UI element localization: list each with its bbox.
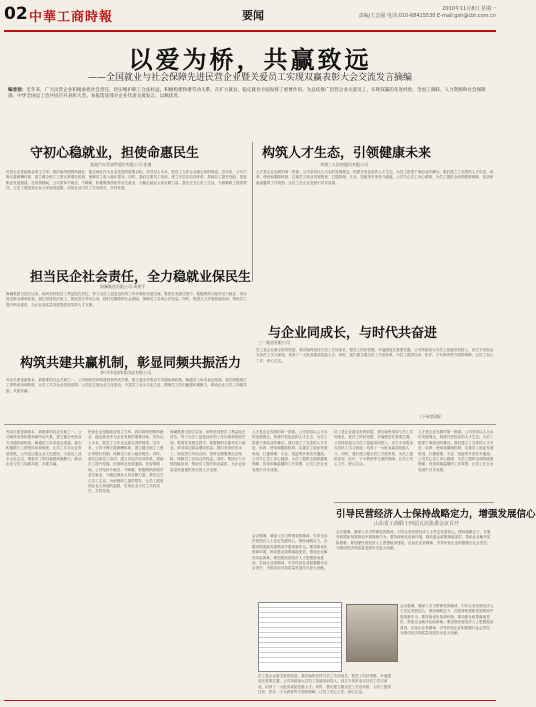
page-subhead: ——全国就业与社会保障先进民营企业暨关爱员工实现双赢表彰大会交流发言摘编 [87,73,412,83]
lower-col-3: 海澜集团自创立以来，始终坚持把员工利益放在首位，努力为员工创造良好的工作环境和发展空间。集团在发展过程中，积极吸纳当地劳动力就业，带动周边群众增收致富。我们坚持依法用工，规范签订劳动合同，按时足额缴纳社会保险，保障员工各项合法权益。同时，集团大力开展技能培训，帮助员工提升职业素质，为企业高质量发展提供坚实的人才支撑。 [170,430,246,472]
article-6-body: 会议强调，要深入学习贯彻党的精神，引导全省民营经济人士坚定发展信心，保持战略定力，在服务构建新发展格局中展现新作为。要持续优化营商环境，推动惠企政策落地见效，帮助企业解决实际困难。要加强民营经济人士思想政治建设，弘扬企业家精神，引导民营企业积极履行社会责任，为推动经济高质量发展作出更大贡献。 [336,530,491,551]
article-1-body: 民营企业是稳就业的主力军。我们始终把吸纳就业、稳定就业作为企业发展的重要目标，坚持以人为本，把员工当作企业最宝贵的财富。近年来，公司不断完善薪酬体系，建立健全职工工资正常增长机制，保障员工收入稳步提升。同时，我们注重员工培训，建立多层次培训体系，帮助员工提升技能，拓宽职业发展通道。在疫情期间，公司坚持不裁员、不降薪，积极吸纳高校毕业生就业，为稳定就业大局贡献力量。我们还关心员工生活，为困难职工提供帮扶，让员工感受到企业大家庭的温暖，实现企业与员工共同成长、共同发展。 [6,170,247,191]
article-1-byline: 富奥汽车零部件股份有限公司 张钢 [90,162,152,167]
article-2-title: 构筑人才生态，引领健康未来 [262,146,432,161]
lower-col-5: 员工是企业最宝贵的财富。我们始终坚持与员工共同成长，把员工的获得感、幸福感放在重要位置。公司持续加大对员工技能培训投入，设立专项资金支持员工学习深造，培养了一大批高素质技能人才。同时，我们建立健全员工关爱体系，为员工提供住房、医疗、子女教育等方面的保障，让员工安心工作、舒心生活。 [334,430,414,467]
article-5-byline: 三一集团有限公司 [258,340,290,345]
article-4-byline: 李宁(中国)体育用品有限公司 [100,370,152,375]
editor-note [8,88,492,140]
masthead [4,4,496,30]
masthead-meta [359,6,496,20]
continued-note: （下转第3版） [418,414,445,419]
masthead-date: 2010年11月8日 星期一 [442,6,496,12]
lower-col-2: 民营企业是稳就业的主力军。我们始终把吸纳就业、稳定就业作为企业发展的重要目标，坚持以人为本，把员工当作企业最宝贵的财富。近年来，公司不断完善薪酬体系，建立健全职工工资正常增长机制，保障员工收入稳步提升。同时，我们注重员工培训，建立多层次培训体系，帮助员工提升技能，拓宽职业发展通道。在疫情期间，公司坚持不裁员、不降薪，积极吸纳高校毕业生就业，为稳定就业大局贡献力量。我们还关心员工生活，为困难职工提供帮扶，让员工感受到企业大家庭的温暖，实现企业与员工共同成长、共同发展。 [88,430,164,494]
editor-note-label: 编者按： [8,88,27,93]
section-divider [4,424,496,425]
article-1-title: 守初心稳就业，担使命惠民生 [30,146,200,161]
masthead-contact: 责编/王志强 电话:010-68415530 E-mail:gsh@cbt.com.cn [358,13,496,19]
box-top-rule [334,502,494,503]
article-5-title: 与企业同成长，与时代共奋进 [268,326,438,341]
article-3-body: 海澜集团自创立以来，始终坚持把员工利益放在首位，努力为员工创造良好的工作环境和发展空间。集团在发展过程中，积极吸纳当地劳动力就业，带动周边群众增收致富。我们坚持依法用工，规范签订劳动合同，按时足额缴纳社会保险，保障员工各项合法权益。同时，集团大力开展技能培训，帮助员工提升职业素质，为企业高质量发展提供坚实的人才支撑。 [6,292,247,307]
data-table-figure [258,602,342,672]
article-2-body: 人才是企业发展的第一资源。公司坚持以人为本的发展理念，构建开放包容的人才生态，为员工搭建干事创业的舞台。我们建立了完善的人才引进、培养、使用和激励机制，注重员工职业发展规划，打通管理、专业、技能等多条晋升通道。公司关心员工身心健康，为员工提供全面的健康保障，营造和谐温馨的工作氛围，让员工在企业发展中共享成果。 [256,170,494,185]
article-3-byline: 海澜集团有限公司 周建平 [100,284,146,289]
paper-name: 中華工商時報 [29,10,114,25]
section-label: 要闻 [242,9,264,22]
lower-col-9: 员工是企业最宝贵的财富。我们始终坚持与员工共同成长，把员工的获得感、幸福感放在重要位置。公司持续加大对员工技能培训投入，设立专项资金支持员工学习深造，培养了一大批高素质技能人才。同时，我们建立健全员工关爱体系，为员工提供住房、医疗、子女教育等方面的保障，让员工安心工作、舒心生活。 [258,674,391,695]
page-headline: 以爱为桥，共赢致远 [128,45,372,74]
editor-note-text: 近年来，广大民营企业积极承担社会责任，切实维护职工合法权益，积极构建和谐劳动关系，在扩大就业、稳定就业方面发挥了重要作用。为总结推广民营企业关爱员工、实现双赢的先进经验，全国工商联、人力资源和社会保障部、中华全国总工会共同召开表彰大会。本报选登部分企业代表交流发言，以飨读者。 [8,88,486,100]
footer-rule [4,700,496,701]
article-6-subtitle: 山东省工商联十四届五次执委会议召开 [374,521,460,527]
lower-col-6: 人才是企业发展的第一资源。公司坚持以人为本的发展理念，构建开放包容的人才生态，为员工搭建干事创业的舞台。我们建立了完善的人才引进、培养、使用和激励机制，注重员工职业发展规划，打通管理、专业、技能等多条晋升通道。公司关心员工身心健康，为员工提供全面的健康保障，营造和谐温馨的工作氛围，让员工在企业发展中共享成果。 [418,430,494,472]
masthead-divider [4,30,496,32]
lower-col-7: 会议强调，要深入学习贯彻党的精神，引导全省民营经济人士坚定发展信心，保持战略定力，在服务构建新发展格局中展现新作为。要持续优化营商环境，推动惠企政策落地见效，帮助企业解决实际困难。要加强民营经济人士思想政治建设，弘扬企业家精神，引导民营企业积极履行社会责任，为推动经济高质量发展作出更大贡献。 [252,534,328,571]
news-photo [346,604,398,662]
lower-col-8: 会议强调，要深入学习贯彻党的精神，引导全省民营经济人士坚定发展信心，保持战略定力，在服务构建新发展格局中展现新作为。要持续优化营商环境，推动惠企政策落地见效，帮助企业解决实际困难。要加强民营经济人士思想政治建设，弘扬企业家精神，引导民营企业积极履行社会责任，为推动经济高质量发展作出更大贡献。 [400,604,494,636]
article-6-title: 引导民营经济人士保持战略定力，增强发展信心 [336,509,536,520]
article-2-byline: 华润三九医药股份有限公司 [320,162,368,167]
lower-col-4: 人才是企业发展的第一资源。公司坚持以人为本的发展理念，构建开放包容的人才生态，为员工搭建干事创业的舞台。我们建立了完善的人才引进、培养、使用和激励机制，注重员工职业发展规划，打通管理、专业、技能等多条晋升通道。公司关心员工身心健康，为员工提供全面的健康保障，营造和谐温馨的工作氛围，让员工在企业发展中共享成果。 [252,430,328,472]
article-4-body: 劳动关系是最基本、最重要的社会关系之一。公司始终坚持构建和谐劳动关系，建立健全劳资双方沟通协商机制，畅通员工诉求表达渠道。我们积极推行工资集体协商制度，让员工共享企业发展成果。公司还注重企业文化建设，丰富员工业余文化生活，增强员工的归属感和凝聚力，推动企业与员工同频共振、共建共赢。 [6,378,247,393]
article-5-body: 员工是企业最宝贵的财富。我们始终坚持与员工共同成长，把员工的获得感、幸福感放在重要位置。公司持续加大对员工技能培训投入，设立专项资金支持员工学习深造，培养了一大批高素质技能人才。同时，我们建立健全员工关爱体系，为员工提供住房、医疗、子女教育等方面的保障，让员工安心工作、舒心生活。 [256,348,494,363]
column-divider [252,142,253,282]
page-number: 02 [4,4,28,24]
article-3-title: 担当民企社会责任，全力稳就业保民生 [30,270,252,285]
article-4-title: 构筑共建共赢机制，彰显同频共振活力 [20,356,242,371]
lower-col-1: 劳动关系是最基本、最重要的社会关系之一。公司始终坚持构建和谐劳动关系，建立健全劳资双方沟通协商机制，畅通员工诉求表达渠道。我们积极推行工资集体协商制度，让员工共享企业发展成果。公司还注重企业文化建设，丰富员工业余文化生活，增强员工的归属感和凝聚力，推动企业与员工同频共振、共建共赢。 [6,430,82,467]
